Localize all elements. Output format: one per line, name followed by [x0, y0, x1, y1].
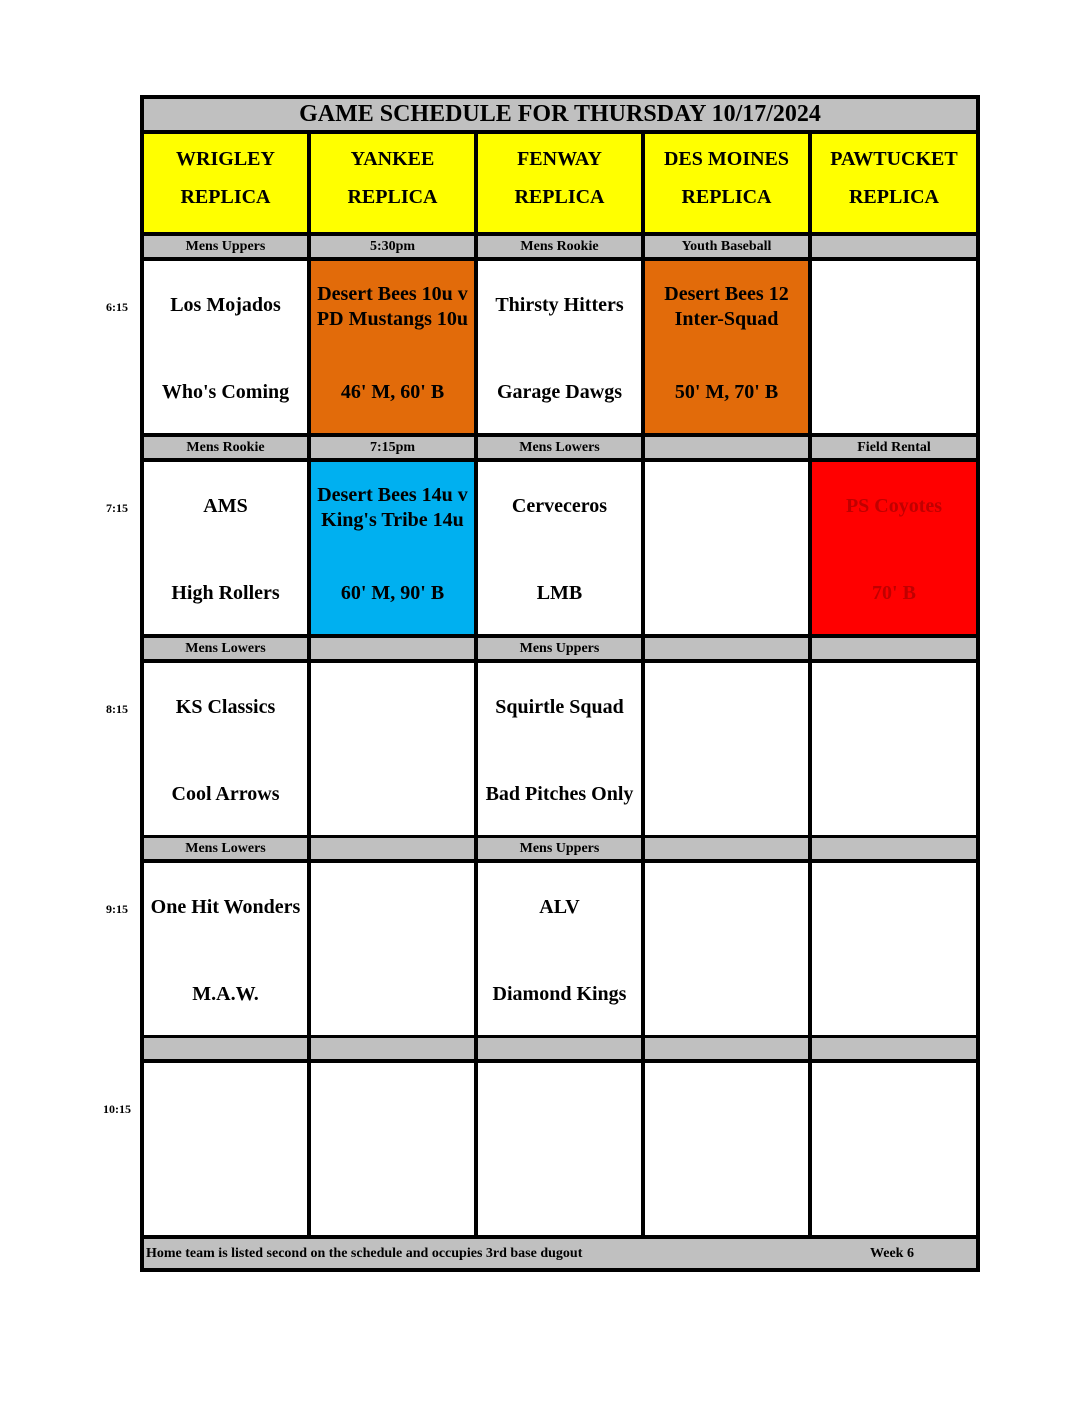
away-team-line: PD Mustangs 10u [316, 308, 469, 330]
home-team: M.A.W. [192, 983, 259, 1005]
game-cell[interactable] [144, 1063, 307, 1235]
field-name: DES MOINES [663, 148, 790, 170]
division-label [311, 838, 474, 859]
division-label: Youth Baseball [645, 236, 808, 257]
division-label: Mens Rookie [478, 236, 641, 257]
game-cell[interactable] [812, 1063, 976, 1235]
field-name: FENWAY [517, 148, 602, 170]
division-label: Mens Uppers [478, 638, 641, 659]
away-team: ALV [539, 896, 580, 918]
game-cell[interactable] [144, 663, 307, 835]
division-label [812, 236, 976, 257]
home-team: LMB [536, 582, 583, 604]
game-cell[interactable] [812, 863, 976, 1035]
game-cell[interactable] [645, 663, 808, 835]
division-label: 7:15pm [311, 437, 474, 458]
time-label: 7:15 [106, 501, 128, 515]
division-label [478, 1038, 641, 1059]
away-team: One Hit Wonders [150, 896, 301, 918]
week-label: Week 6 [870, 1246, 914, 1261]
division-label: Mens Lowers [144, 638, 307, 659]
game-cell[interactable] [144, 462, 307, 634]
field-sub: REPLICA [681, 186, 772, 208]
field-sub: REPLICA [180, 186, 271, 208]
home-team: 70' B [872, 582, 916, 604]
division-label: Mens Uppers [144, 236, 307, 257]
time-label: 6:15 [106, 300, 128, 314]
division-label [812, 638, 976, 659]
schedule-title: GAME SCHEDULE FOR THURSDAY 10/17/2024 [144, 99, 976, 130]
division-label: Field Rental [812, 437, 976, 458]
division-label [645, 638, 808, 659]
division-label: Mens Lowers [144, 838, 307, 859]
game-cell[interactable] [645, 863, 808, 1035]
away-team [645, 282, 808, 332]
away-team [311, 282, 474, 332]
field-header-0 [144, 134, 307, 232]
field-header-3 [645, 134, 808, 232]
game-cell[interactable] [645, 462, 808, 634]
away-team-line: Desert Bees 10u v [317, 283, 468, 305]
game-cell[interactable] [812, 663, 976, 835]
game-cell[interactable] [478, 1063, 641, 1235]
away-team-line: Desert Bees 14u v [317, 484, 468, 506]
game-cell[interactable] [478, 462, 641, 634]
away-team: Thirsty Hitters [495, 294, 624, 316]
game-cell[interactable] [311, 1063, 474, 1235]
away-team-line: Inter-Squad [674, 308, 779, 330]
game-cell[interactable] [812, 261, 976, 433]
home-team: 46' M, 60' B [340, 381, 445, 403]
schedule-footer [144, 1239, 976, 1268]
away-team-line: Desert Bees 12 [664, 283, 789, 305]
game-cell[interactable] [144, 261, 307, 433]
division-label: Mens Uppers [478, 838, 641, 859]
game-cell[interactable] [478, 663, 641, 835]
division-label [645, 437, 808, 458]
home-team: Garage Dawgs [497, 381, 622, 403]
field-header-1 [311, 134, 474, 232]
away-team: KS Classics [175, 696, 276, 718]
home-team: Who's Coming [161, 381, 290, 403]
field-header-4 [812, 134, 976, 232]
field-sub: REPLICA [848, 186, 939, 208]
away-team [311, 483, 474, 533]
division-label [645, 1038, 808, 1059]
time-label: 9:15 [106, 902, 128, 916]
field-name: YANKEE [350, 148, 435, 170]
division-label [812, 1038, 976, 1059]
away-team: Squirtle Squad [495, 696, 624, 718]
division-label [311, 1038, 474, 1059]
field-sub: REPLICA [514, 186, 605, 208]
game-cell[interactable] [645, 1063, 808, 1235]
field-name: WRIGLEY [176, 148, 275, 170]
away-team: AMS [203, 495, 248, 517]
game-cell[interactable] [311, 663, 474, 835]
division-label [645, 838, 808, 859]
away-team: PS Coyotes [845, 495, 943, 517]
away-team: Cerveceros [511, 495, 608, 517]
away-team: Los Mojados [170, 294, 281, 316]
home-team: Bad Pitches Only [485, 783, 634, 805]
home-team: High Rollers [171, 582, 280, 604]
division-label: Mens Rookie [144, 437, 307, 458]
away-team-line: King's Tribe 14u [321, 509, 464, 531]
time-label: 10:15 [103, 1102, 131, 1116]
game-cell[interactable] [311, 462, 474, 634]
game-cell[interactable] [478, 863, 641, 1035]
field-sub: REPLICA [347, 186, 438, 208]
time-label: 8:15 [106, 702, 128, 716]
division-label [144, 1038, 307, 1059]
field-name: PAWTUCKET [830, 148, 958, 170]
home-team: Diamond Kings [492, 983, 627, 1005]
footer-note: Home team is listed second on the schedule and occupies 3rd base dugout [146, 1246, 583, 1261]
game-cell[interactable] [645, 261, 808, 433]
game-cell[interactable] [311, 863, 474, 1035]
field-header-2 [478, 134, 641, 232]
home-team: Cool Arrows [171, 783, 280, 805]
division-label [311, 638, 474, 659]
division-label [812, 838, 976, 859]
game-cell[interactable] [144, 863, 307, 1035]
game-cell[interactable] [812, 462, 976, 634]
game-cell[interactable] [478, 261, 641, 433]
game-cell[interactable] [311, 261, 474, 433]
home-team: 50' M, 70' B [674, 381, 779, 403]
home-team: 60' M, 90' B [340, 582, 445, 604]
division-label: Mens Lowers [478, 437, 641, 458]
division-label: 5:30pm [311, 236, 474, 257]
